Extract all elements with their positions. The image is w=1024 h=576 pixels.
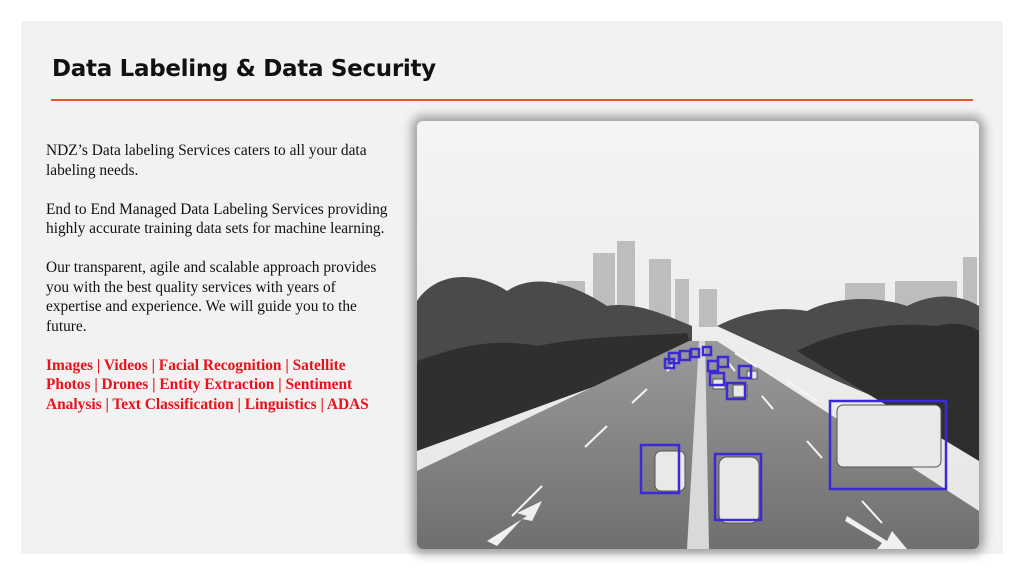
highway-detection-image xyxy=(417,121,979,549)
paragraph-services: End to End Managed Data Labeling Services providing highly accurate training data sets for machine learning. xyxy=(46,200,388,237)
body-text xyxy=(46,141,391,434)
slide-title: Data Labeling & Data Security xyxy=(52,56,436,82)
services-tag-list: Images | Videos | Facial Recognition | Satellite Photos | Drones | Entity Extraction | Sentiment Analysis | Text Classification | Linguistics | ADAS xyxy=(46,356,369,413)
paragraph-intro: NDZ’s Data labeling Services caters to all your data labeling needs. xyxy=(46,142,367,179)
slide xyxy=(21,21,1003,554)
paragraph-approach: Our transparent, agile and scalable approach provides you with the best quality services with years of expertise and experience. We will guide you to the future. xyxy=(46,259,377,335)
title-underline xyxy=(51,99,973,101)
